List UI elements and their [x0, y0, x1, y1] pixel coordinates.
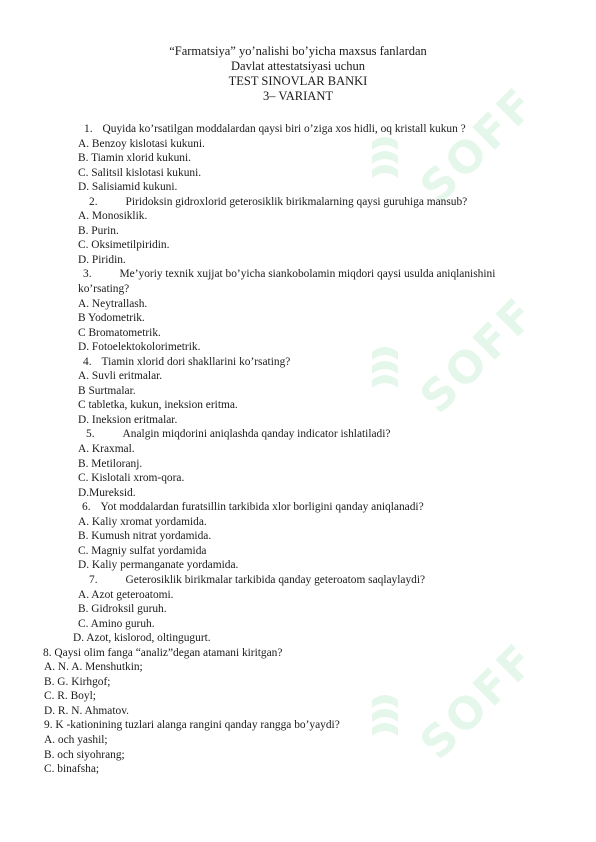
question-4	[44, 355, 564, 370]
question-text: Quyida ko’rsatilgan moddalardan qaysi biri o’ziga xos hidli, oq kristall kukun ?	[102, 123, 466, 135]
answer-option: B. Tiamin xlorid kukuni.	[78, 152, 191, 165]
answer-option: B. Purin.	[78, 224, 119, 237]
header-variant: 3– VARIANT	[262, 89, 334, 103]
answer-option: C. R. Boyl;	[44, 690, 96, 703]
answer-option: B. Kumush nitrat yordamida.	[78, 530, 212, 543]
header-title: TEST SINOVLAR BANKI	[228, 74, 368, 88]
watermark-text: SOFF	[410, 633, 547, 770]
answer-option: C Bromatometrik.	[78, 326, 161, 339]
answer-option: B. G. Kirhgof;	[44, 675, 111, 688]
header-subject: “Farmatsiya” yo’nalishi bo’yicha maxsus fanlardan	[169, 44, 427, 58]
answer-option: D. Azot, kislorod, oltingugurt.	[73, 632, 211, 645]
question-1	[44, 122, 564, 137]
answer-option: C. Oksimetilpiridin.	[78, 239, 170, 252]
question-number: 6.	[82, 501, 91, 514]
question-3	[44, 267, 564, 282]
answer-option: B. Gidroksil guruh.	[78, 603, 167, 616]
answer-option: C. Amino guruh.	[78, 617, 155, 630]
question-6	[44, 500, 564, 515]
question-7	[44, 573, 564, 588]
answer-option: D. Salisiamid kukuni.	[78, 181, 178, 194]
answer-option: C. binafsha;	[44, 763, 100, 776]
answer-option: C. Kislotali xrom-qora.	[78, 472, 185, 485]
question-2	[44, 195, 564, 210]
answer-option: C. Salitsil kislotasi kukuni.	[78, 166, 202, 179]
question-number: 1.	[84, 123, 93, 135]
question-number: 7.	[89, 573, 98, 586]
question-5	[44, 427, 564, 442]
answer-option: D. Piridin.	[78, 253, 126, 266]
answer-option: A. och yashil;	[44, 733, 108, 746]
answer-option: A. N. A. Menshutkin;	[44, 661, 143, 674]
answer-option: A. Neytrallash.	[78, 297, 148, 310]
answer-option: D. R. N. Ahmatov.	[44, 704, 130, 717]
question-number: 2.	[89, 195, 98, 208]
answer-option: D.Mureksid.	[78, 486, 136, 499]
question-text: Me’yoriy texnik xujjat bo’yicha siankobolamin miqdori qaysi usulda aniqlanishini	[119, 268, 496, 281]
watermark-text: SOFF	[410, 77, 547, 214]
answer-option: A. Kraxmal.	[78, 443, 135, 456]
header-purpose: Davlat attestatsiyasi uchun	[231, 59, 365, 73]
question-number: 9.	[44, 719, 53, 732]
question-number: 3.	[83, 268, 92, 281]
answer-option: A. Benzoy kislotasi kukuni.	[78, 137, 205, 150]
question-8	[43, 646, 564, 661]
question-text: Piridoksin gidroxlorid geterosiklik birikmalarning qaysi guruhiga mansub?	[125, 195, 468, 208]
question-number: 8.	[43, 646, 52, 659]
question-9	[44, 718, 564, 733]
document-header	[0, 44, 596, 104]
answer-option: A. Azot geteroatomi.	[78, 588, 174, 601]
question-list	[44, 122, 564, 777]
answer-option: D. Fotoelektokolorimetrik.	[78, 341, 201, 354]
answer-option: D. Kaliy permanganate yordamida.	[78, 559, 239, 572]
answer-option: A. Monosiklik.	[78, 210, 148, 223]
answer-option: D. Ineksion eritmalar.	[78, 413, 178, 426]
question-text: K -kationining tuzlari alanga rangini qanday rangga bo’yaydi?	[55, 719, 340, 732]
question-text: Analgin miqdorini aniqlashda qanday indicator ishlatiladi?	[122, 428, 391, 441]
question-text-continued: ko’rsating?	[78, 283, 130, 296]
answer-option: C tabletka, kukun, ineksion eritma.	[78, 399, 238, 412]
answer-option: B Surtmalar.	[78, 384, 136, 397]
watermark-text: SOFF	[410, 287, 547, 424]
question-text: Qaysi olim fanga “analiz”degan atamani kiritgan?	[54, 646, 283, 659]
answer-option: B. och siyohrang;	[44, 748, 125, 761]
question-text: Geterosiklik birikmalar tarkibida qanday geteroatom saqlaylaydi?	[125, 573, 426, 586]
answer-option: B Yodometrik.	[78, 312, 145, 325]
answer-option: B. Metiloranj.	[78, 457, 143, 470]
answer-option: A. Kaliy xromat yordamida.	[78, 515, 207, 528]
answer-option: A. Suvli eritmalar.	[78, 370, 163, 383]
answer-option: C. Magniy sulfat yordamida	[78, 544, 207, 557]
question-number: 5.	[86, 428, 95, 441]
question-text: Tiamin xlorid dori shakllarini ko’rsating?	[101, 355, 291, 368]
question-text: Yot moddalardan furatsillin tarkibida xlor borligini qanday aniqlanadi?	[100, 501, 424, 514]
question-number: 4.	[83, 355, 92, 368]
